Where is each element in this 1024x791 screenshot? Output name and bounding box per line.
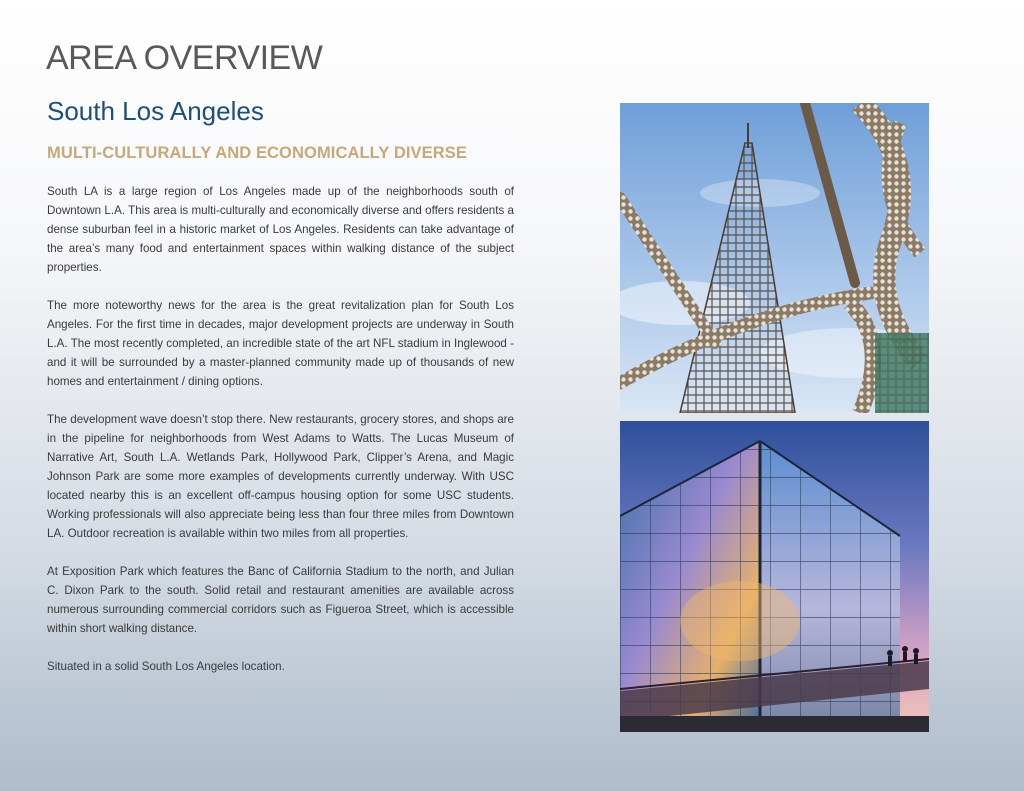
glass-museum-photo <box>620 421 929 732</box>
paragraph-revitalization: The more noteworthy news for the area is the great revitalization plan for South Los Angeles. For the first time in decades, major development projects are underway in South L.A. The most recently completed, an incredible state of the art NFL stadium in Inglewood - and it will be surrounded by a master-planned community made up of thousands of new homes and entertainment / dining options. <box>47 299 514 388</box>
paragraph-intro: South LA is a large region of Los Angeles made up of the neighborhoods south of Downtown L.A. This area is multi-culturally and economically diverse and offers residents a dense suburban feel in a historic market of Los Angeles. Residents can take advantage of the area’s many food and entertainment spaces within walking distance of the subject properties. <box>47 185 514 274</box>
section-subheading: MULTI-CULTURALLY AND ECONOMICALLY DIVERSE <box>47 144 467 162</box>
overview-body <box>47 182 514 695</box>
paragraph-location: Situated in a solid South Los Angeles location. <box>47 660 285 673</box>
region-title: South Los Angeles <box>47 96 264 126</box>
paragraph-development: The development wave doesn’t stop there. New restaurants, grocery stores, and shops are in the pipeline for neighborhoods from West Adams to Watts. The Lucas Museum of Narrative Art, South L.A. Wetlands Park, Hollywood Park, Clipper’s Arena, and Magic Johnson Park are some more examples of developments currently underway. With USC located nearby this is an excellent off-campus housing option for some USC students. Working professionals will also appreciate being less than four three miles from Downtown LA. Outdoor recreation is available within two miles from all properties. <box>47 413 514 540</box>
page-title: AREA OVERVIEW <box>46 39 323 77</box>
watts-towers-photo <box>620 103 929 413</box>
paragraph-exposition-park: At Exposition Park which features the Banc of California Stadium to the north, and Julian C. Dixon Park to the south. Solid retail and restaurant amenities are available across numerous surrounding commercial corridors such as Figueroa Street, which is accessible within short walking distance. <box>47 565 514 635</box>
